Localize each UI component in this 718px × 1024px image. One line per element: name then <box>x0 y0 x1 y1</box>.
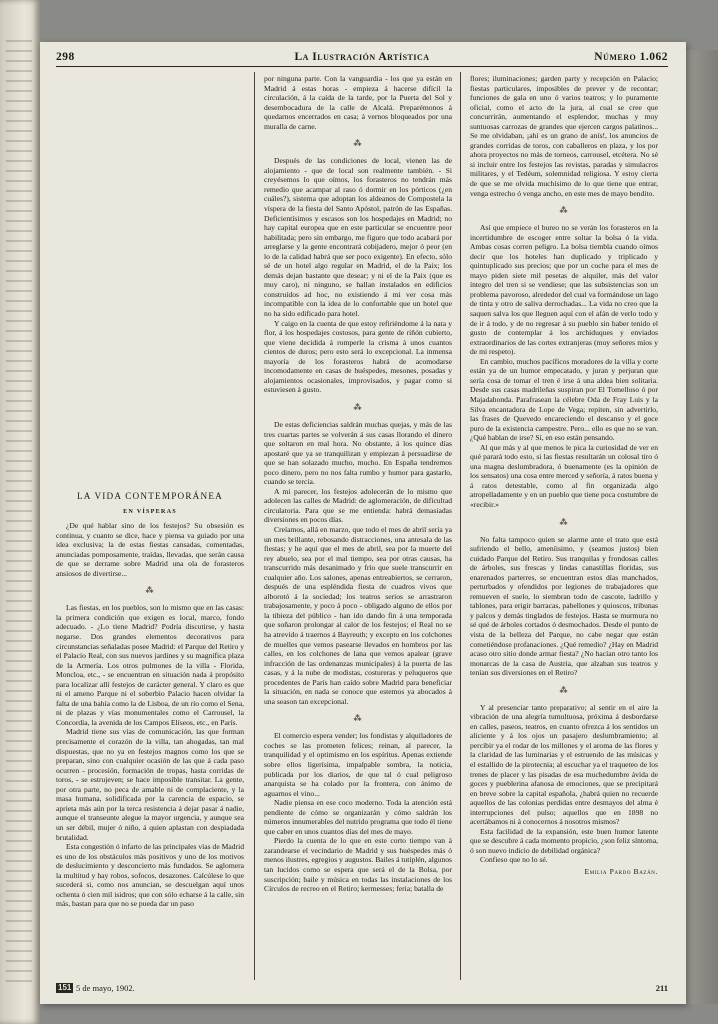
column-3 <box>470 74 658 877</box>
column-2 <box>264 74 452 894</box>
section-subtitle: EN VÍSPERAS <box>123 507 177 515</box>
paragraph: A mi parecer, los festejos adolecerán de lo mismo que adolecen las calles de Madrid: de aglomeración, de dificultad circulatoria. Para que se me entienda: habrá demasiadas diversiones en pocos días. <box>264 486 452 525</box>
blank-area <box>56 274 244 482</box>
ornament: ⁂ <box>559 685 569 695</box>
paragraph: flores; iluminaciones; garden party y recepción en Palacio; fiestas particulares, imposibles de prever y de recontar; funciones de gala en uno ó varios teatros; y lo puramente oficial, como el acto de la jura, al cual se cree que concurrirán, aumentando el esplendor, muchas y muy suntuosas carrozas de grandes que ejercen cargos palatinos... Se me olvidaban, ¡ahí es un grano de anís!, los anuncios de grandes corridas de toros, con caballeros en plaza, y los por ahora proyectos no más de torneos, carrousel, etcétera. No sé si incluir entre los festejos las revistas, paradas y simulacros militares, y el Tedéum, solemnidad religiosa. Y estoy cierta de que se me olvida muchísimo de lo que tiene que entrar, venga estrecho ó venga ancho, en este mes de mayo bendito. <box>470 74 658 198</box>
page-number: 298 <box>56 51 75 63</box>
column-divider <box>254 72 255 980</box>
paragraph: Así que empiece el bureo no se verán los forasteros en la incertidumbre de escoger entre soltar la bolsa ó la vida. Ambas cosas corren peligro. La bolsa tiembla cuando oímos decir que los hoteles han duplicado y triplicado y quintuplicado sus precios; que por un coche para el mes de mayo piden siete mil pesetas de alquiler, más del valor íntegro del tren si se vendiese; que las subsistencias son un problema pavoroso, alrededor del cual va formándose un lago de tinta y otro de saliva derrochadas... La vida no creo que la saquen salva los que lleguen aquí con el afán de verlo todo y de ir á todo, y de no regresar á su pueblo sin haber tenido el gusto de contemplar á los archiduques y enviados extraordinarios de las cortes extranjeras (muy señores míos y de mi respeto). <box>470 223 658 357</box>
magazine-page <box>40 42 686 1004</box>
paragraph: Esta facilidad de la expansión, este buen humor latente que se descubre á cada momento propicio, ¿son feliz síntoma, ó son nuevo indicio de debilidad orgánica? <box>470 826 658 855</box>
paragraph: No falta tampoco quien se alarme ante el trato que está sufriendo el bello, ameníisimo, y (seamos justos) bien cuidado Parque del Retiro. Sus tranquilas y frondosas calles de árboles, sus frescas y lindas canastillas floridas, sus enarenados parterres, se encuentran estos días manchados, perturbados y ofendidos por legiones de trabajadores que remueven el suelo, lo siembran todo de cascote, ladrillo y tablones, para erigir barracas, pabellones y quioscos, tribunas y palcos y demás tinglados de festejos. Hasta se murmura no sé qué de árboles cortados ó desmochados. Desde el punto de vista de la belleza del Parque, no cabe negar que están cometiéndose profanaciones. ¿Qué remedio? ¿Hay en Madrid acaso otro sitio donde armar fiesta? ¿No hacían otro tanto los monarcas de la casa de Austria, que alzaban sus teatros y tenían sus diversiones en el Retiro? <box>470 534 658 678</box>
page-footer <box>56 982 668 996</box>
paragraph: Nadie piensa en ese coco moderno. Toda la atención está pendiente de cómo se organizarán y cómo saldrán los números innumerables del nutrido programa que todo él tiene que caber en unos cuantos días del mes de mayo. <box>264 798 452 836</box>
ornament: ⁂ <box>145 586 155 596</box>
facing-page-edge <box>0 0 40 1024</box>
paragraph: Las fiestas, en los pueblos, son lo mismo que en las casas: la primera condición que exigen es local, marco, fondo adecuado. - ¿Lo tiene Madrid? Podría discutirse, y hasta negarse. Dos grandes elementos decorativos para circunstancias señaladas posee Madrid: el Parque del Retiro y el Palacio Real, con sus nuevos jardines y su magnífica plaza de la Armería. Los otros pulmones de la villa - Florida, Moncloa, etc., - se encuentran en situación nada á propósito para localizar allí festejos de carácter general. Y claro es que ni el ameno Parque ni el soberbio Palacio hacen olvidar la falta de una bahía como la de Lisboa, de un río como el Sena, ni de plazas y vías monumentales como el Carrousel, la Concordia, la avenida de los Campos Elíseos, etc., en París. <box>56 603 244 727</box>
ornament: ⁂ <box>353 402 363 412</box>
paragraph: Esta congestión ó infarto de las principales vías de Madrid es uno de los obstáculos más positivos y uno de los motivos de deslucimiento y desconcierto más fundados. Se aglomera la multitud y hay robos, sofocos, desazones. Calcúlese lo que sucederá si, como nos anuncian, se descuelgan aquí unos ochenta ó cien mil isidros; que con sólo echarse á la calle, sin más, bastan para que no se pueda dar un paso <box>56 842 244 909</box>
paragraph: El comercio espera vender; los fondistas y alquiladores de coches se las prometen felices; reinan, al parecer, la tranquilidad y el optimismo en los espíritus. Apenas extiende sobre ellos ligerísima, impalpable sombra, la noticia, publicada por los diarios, de que tal ó cual peligroso anarquista se ha colado por la frontera, con ánimo de aguarnos el vino... <box>264 731 452 798</box>
ornament: ⁂ <box>559 517 569 527</box>
folio-number: 211 <box>655 983 668 993</box>
paragraph: De estas deficiencias saldrán muchas quejas, y más de las tres cuartas partes se volverán á sus casas llorando el dinero que soltaron en mal hora. No obstante, á los quince días apostaré que ya se tranquilizan y empiezan á persuadirse de que se han solazado mucho, mucho. En España tendremos poco dinero, pero no nos falta rumbo y humor para gastarlo, cuando se tercia. <box>264 419 452 487</box>
paragraph: Madrid tiene sus vías de comunicación, las que forman precisamente el corazón de la villa, tan ahogadas, tan mal dispuestas, que no ya en festejos magnos como los que se preparan, sino con cualquier ocasión de las que á cada paso ocurren - procesión, formación de tropas, hasta corridas de toros, - se estrujeven; se hace imposible transitar. La gente, por otra parte, no peca de amable ni de complaciente, y la masa humana, solidificada por la carencia de espacio, se aprieta más aún por la terca resistencia á dejar pasar á nadie, aunque el transeunte alegue la mayor urgencia, y aunque sea un ser débil, mujer ó niño, á quien aplastan con despiadada brutalidad. <box>56 727 244 842</box>
column-divider <box>460 72 461 980</box>
paragraph: Confieso que no lo sé. <box>480 855 548 865</box>
paragraph: En cambio, muchos pacíficos moradores de la villa y corte están ya de un humor empecatado, y juran y perjuran que sería cosa de tomar el tren é irse á una aldea bien solitaria. Desde sus casas madrileñas suspiran por El Tomelloso ó por Majadahonda. Parafrasean la célebre Oda de Fray Luis y la Silva encantadora de Lope de Vega; repiten, sin advertirlo, las frases de Quevedo encareciendo el descanso y el goce puro de la existencia campestre. Pero... ello es que no se van. ¿Qué hablan de irse? Sí, en eso están pensando. <box>470 356 658 443</box>
library-badge: 151 <box>58 983 72 992</box>
paragraph: Después de las condiciones de local, vienen las de alojamiento - que de local son realmente también. - Si creyésemos lo que oímos, los forasteros no tendrán más remedio que acampar al raso ó dormir en los pórticos (¿en cuáles?), sistema que adoptan los aldeanos de Compostela la víspera de la fiesta del Santo Apóstol, patrón de las Españas. Deficientísimos y escasos son los hospedajes en Madrid; no hay capital europea que en este particular se encuentre peor habilitada; pero sin embargo, me figuro que todo acabará por arreglarse y la gente encontrará cobijadero, mejor ó peor (en lo de la calidad habrá que ser poco exigente). En efecto, sólo sé de un hotel algo regular en Madrid, el de la Paix; los demás dejan bastante que desear; y ni el de la Paix (que es muy caro), ni ninguno, se hallan instalados en edificios construídos ad hoc, no existiendo á mi ver cosa más incompatible con la idea de lo confortable que un hotel que no ha sido edificado para hotel. <box>264 156 452 319</box>
ornament: ⁂ <box>559 206 569 216</box>
column-1 <box>56 74 244 909</box>
publication-title: La Ilustración Artística <box>294 51 430 63</box>
paragraph: Pierdo la cuenta de lo que en este corto tiempo van á zarandearse el vecindario de Madrid y sus huéspedes más ó menos ilustres, egregios y augustos. Bailes á tutiplén, algunos tan lucidos como se espera que será el de la Bolsa, por suscripción; baile y música en todas las instalaciones de los Círculos de recreo en el Retiro; kermesses; feria; batalla de <box>264 836 452 894</box>
paragraph: Y caigo en la cuenta de que estoy refiriéndome á la nata y flor, á los hospedajes costosos, para gente de riñón cubierto, que viene decidida á romperle la crisma á unos cuantos cientos de duros; pero esto será lo excepcional. La inmensa mayoría de los forasteros habrá de acomodarse incomodamente en casas de huéspedes, mesones, posadas y alojamientos ocasionales, improvisados, y pagar como si estuviesen á gusto. <box>264 318 452 395</box>
section-title: LA VIDA CONTEMPORÁNEA <box>76 491 223 501</box>
paragraph: Al que más y al que menos le pica la curiosidad de ver en qué parará todo esto, si las fiestas resultarán un colosal tiro ó una magna deslumbradora, ó buenamente (es la opinión de los sensatos) una cosa entre merced y señoría, á ratos buena y á ratos detestable, como al fin organizada algo atropelladamente y en un pueblo que tiene poca costumbre de «recibir.» <box>470 442 658 509</box>
issue-date: 5 de mayo, 1902. <box>76 983 135 993</box>
paragraph: Creíamos, allá en marzo, que todo el mes de abril sería ya un mes brillante, rebosando distracciones, una antesala de las fiestas; y he aquí que el mes de abril, sea por la muerte del rey abuelo, sea por el mal tiempo, sea por otras causas, ha transcurrido más desanimado y frío que suele transcurrir en cualquier año. Los salones, apenas entreabiertos, se cerraron, después de una espléndida fiesta de cuadros vivos que alborotó á la sociedad; los teatros serios se arrastraron trabajosamente, y poco á poco - obligado alguno de ellos por la tibieza del público - han ido dando fin á una temporada que soñaron prolongar al calor de los festejos; el Real no se ha atrevido á traernos á Bayreuth; y excepto en los colchones de muelles que vemos pasearse llevados en hombros por las calles, en los colchones de lana que vemos apalear (grave infracción de las ordenanzas municipales) á la puerta de las casas, y á la nube de modistas, costureras y peluqueros que procedentes de París han caído sobre Madrid para beneficiar la situación, en nada se conoce que estemos ya abocados á una season tan excepcional. <box>264 524 452 706</box>
paragraph: por ninguna parte. Con la vanguardia - los que ya están en Madrid á estas horas - empieza á hacerse difícil la circulación, á la caída de la tarde, por la Puerta del Sol y desembocadura de la calle de Alcalá. Preparémonos á quedarnos encerrados en casa; á vernos bloqueados por una muralla de carne. <box>264 74 452 131</box>
header-rule <box>56 66 668 67</box>
blank-area <box>56 74 244 274</box>
author-signature: Emilia Pardo Bazán. <box>584 867 658 877</box>
paragraph: Y al presenciar tanto preparativo; al sentir en el aire la vibración de una alegría tumultuosa, próxima á desbordarse en calles, paseos, teatros, en cuanto ofrezca á los sentidos un aliciente y á los ojos un pasajero deslumbramiento; al percibir ya el rodar de los millones y el aroma de las flores y la claridad de las luminarias y el estruendo de las músicas y el estallido de la pirotecnia; al escuchar ya el traqueteo de los trenes de placer y las pisadas de esa muchedumbre ávida de goces y pueblerina afanosa de emociones, que se precipitará en breve sobre la capital española, ¿habrá quien no recuerde aquellos de las colonias perdidas entre desmayos del alma é interrupciones del pulso; aquellos que en 1898 no acertábamos ni á conocernos á nosotros mismos? <box>470 702 658 827</box>
ornament: ⁂ <box>353 139 363 149</box>
running-header <box>56 48 668 68</box>
issue-number: Número 1.062 <box>594 51 668 63</box>
paragraph: ¿De qué hablar sino de los festejos? Su obsesión es continua, y cuanto se dice, hace y piensa va guiado por una idea exclusiva; la de estas fiestas cansadas, comentadas, anunciadas pomposamente, traídas, llevadas, que serán causa de que se derrame sobre Madrid una ola de forasteros ansiosos de divertirse... <box>56 521 244 578</box>
ornament: ⁂ <box>353 714 363 724</box>
book-edge <box>686 50 718 1004</box>
